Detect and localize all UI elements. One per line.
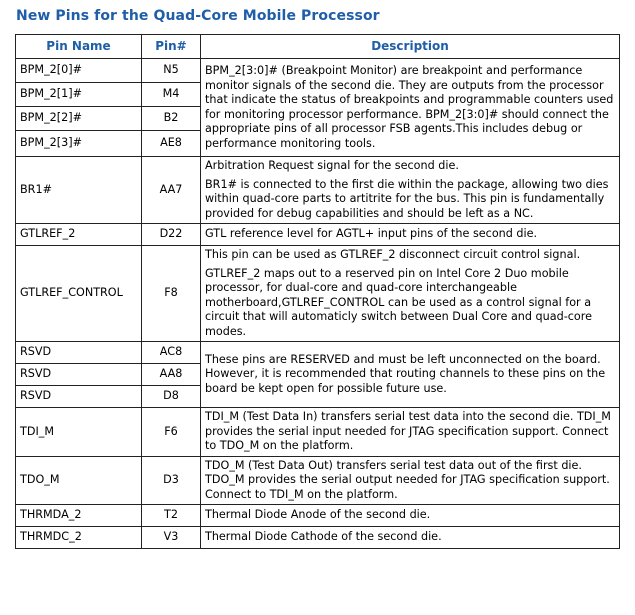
pin-number: AA7 xyxy=(142,157,201,224)
description-paragraph: GTLREF_2 maps out to a reserved pin on Intel Core 2 Duo mobile processor, for dual-core and quad-core interchangeable motherboard,GTLREF_CONTROL can be used as a control signal for a circuit that will automaticly switch between Dual Core and quad-core modes. xyxy=(205,266,592,338)
table-row xyxy=(16,456,620,505)
pin-number: D22 xyxy=(142,224,201,246)
description-line: Arbitration Request signal for the second die. xyxy=(205,159,459,172)
pin-name: BPM_2[1]# xyxy=(16,83,142,107)
table-header-row xyxy=(16,35,620,59)
table-row xyxy=(16,342,620,364)
table-row xyxy=(16,505,620,527)
pin-name: TDI_M xyxy=(16,408,142,457)
pin-number: N5 xyxy=(142,59,201,83)
pin-description: TDO_M (Test Data Out) transfers serial test data out of the first die. TDO_M provides the serial output needed for JTAG specification support. Connect to TDI_M on the platform. xyxy=(201,456,620,505)
pin-name: BPM_2[3]# xyxy=(16,131,142,157)
header-description: Description xyxy=(201,35,620,59)
pin-name: GTLREF_CONTROL xyxy=(16,246,142,342)
pin-name: RSVD xyxy=(16,342,142,364)
pin-name: BPM_2[0]# xyxy=(16,59,142,83)
pin-name: BR1# xyxy=(16,157,142,224)
pin-number: AE8 xyxy=(142,131,201,157)
pin-description: BPM_2[3:0]# (Breakpoint Monitor) are breakpoint and performance monitor signals of the second die. They are outputs from the processor that indicate the status of breakpoints and programmable counters used for monitoring processor performance. BPM_2[3:0]# should connect the appropriate pins of all processor FSB agents.This includes debug or performance monitoring tools. xyxy=(201,59,620,157)
table-row xyxy=(16,408,620,457)
table-row xyxy=(16,59,620,83)
pin-number: V3 xyxy=(142,527,201,549)
pin-name: BPM_2[2]# xyxy=(16,107,142,131)
table-row xyxy=(16,246,620,342)
pin-name: TDO_M xyxy=(16,456,142,505)
pin-name: THRMDA_2 xyxy=(16,505,142,527)
pin-description: TDI_M (Test Data In) transfers serial test data into the second die. TDI_M provides the serial input needed for JTAG specification support. Connect to TDO_M on the platform. xyxy=(201,408,620,457)
pin-name: RSVD xyxy=(16,364,142,386)
pin-number: F8 xyxy=(142,246,201,342)
pin-name: RSVD xyxy=(16,386,142,408)
pin-description xyxy=(201,157,620,224)
description-paragraph: BR1# is connected to the first die within the package, allowing two dies within quad-core parts to artitrite for the bus. This pin is fundamentally provided for debug capabilities and should be left as a NC. xyxy=(205,177,609,220)
table-row xyxy=(16,527,620,549)
header-pin-name: Pin Name xyxy=(16,35,142,59)
pin-name: THRMDC_2 xyxy=(16,527,142,549)
page-title: New Pins for the Quad-Core Mobile Processor xyxy=(16,8,380,24)
pin-number: D3 xyxy=(142,456,201,505)
pin-table xyxy=(15,34,620,549)
pin-number: AC8 xyxy=(142,342,201,364)
description-line: This pin can be used as GTLREF_2 disconnect circuit control signal. xyxy=(205,248,581,261)
pin-description: Thermal Diode Cathode of the second die. xyxy=(201,527,620,549)
pin-number: B2 xyxy=(142,107,201,131)
pin-number: M4 xyxy=(142,83,201,107)
pin-description xyxy=(201,246,620,342)
table-row xyxy=(16,157,620,224)
pin-description: Thermal Diode Anode of the second die. xyxy=(201,505,620,527)
pin-description: These pins are RESERVED and must be left unconnected on the board. However, it is recommended that routing channels to these pins on the board be kept open for possible future use. xyxy=(201,342,620,408)
pin-number: T2 xyxy=(142,505,201,527)
header-pin-number: Pin# xyxy=(142,35,201,59)
pin-number: AA8 xyxy=(142,364,201,386)
pin-number: D8 xyxy=(142,386,201,408)
pin-description: GTL reference level for AGTL+ input pins of the second die. xyxy=(201,224,620,246)
pin-name: GTLREF_2 xyxy=(16,224,142,246)
table-row xyxy=(16,224,620,246)
pin-number: F6 xyxy=(142,408,201,457)
